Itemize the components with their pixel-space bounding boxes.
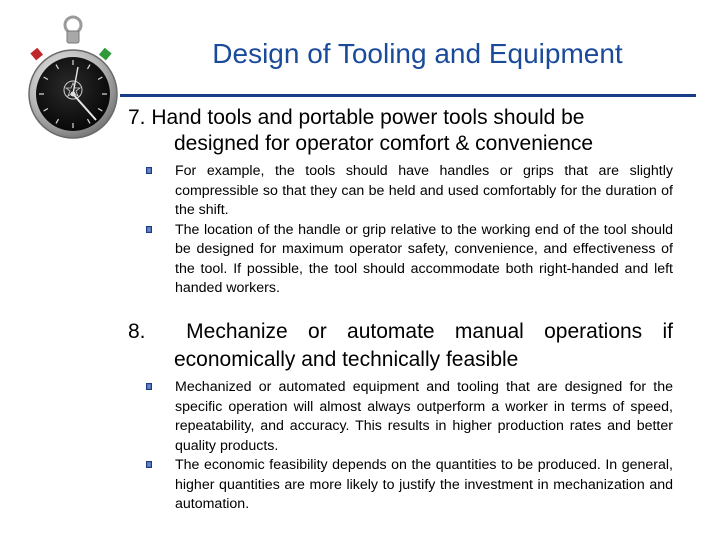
point-7-heading — [128, 105, 673, 157]
point-7-number: 7. — [128, 106, 146, 129]
list-item — [146, 162, 673, 221]
point-7-line2: designed for operator comfort & convenience — [174, 132, 594, 155]
bullet-text: For example, the tools should have handles or grips that are slightly compressible so that they can be held and used comfortably for the duration of the shift. — [175, 163, 673, 218]
point-8-number: 8. — [128, 320, 146, 343]
square-bullet-icon — [146, 383, 152, 390]
list-item — [146, 456, 673, 515]
title-divider — [120, 94, 696, 97]
square-bullet-icon — [146, 461, 152, 468]
point-7-bullet-list — [146, 162, 673, 299]
bullet-text: Mechanized or automated equipment and tooling that are designed for the specific operation will almost always outperform a worker in terms of speed, repeatability, and accuracy. This results in higher production rates and better quality products. — [175, 379, 673, 454]
point-8-bullet-list — [146, 378, 673, 515]
point-8-line2: economically and technically feasible — [174, 348, 519, 371]
list-item — [146, 378, 673, 456]
bullet-text: The location of the handle or grip relative to the working end of the tool should be designed for maximum operator safety, convenience, and effectiveness of the tool. If possible, the tool should accommodate both right-handed and left handed workers. — [175, 221, 673, 296]
square-bullet-icon — [146, 226, 152, 233]
bullet-text: The economic feasibility depends on the quantities to be produced. In general, higher quantities are more likely to justify the investment in mechanization and automation. — [175, 457, 673, 512]
slide-title: Design of Tooling and Equipment — [212, 38, 623, 69]
square-bullet-icon — [146, 167, 152, 174]
point-7-heading-text-1: Hand tools and portable power tools should be — [151, 106, 585, 129]
point-8-heading-text-1: Mechanize or automate manual operations if — [186, 320, 674, 343]
point-7-line1 — [128, 105, 673, 131]
point-8-line1 — [128, 319, 673, 345]
list-item — [146, 221, 673, 299]
stopwatch-icon — [18, 12, 128, 147]
point-8-heading — [128, 319, 673, 345]
